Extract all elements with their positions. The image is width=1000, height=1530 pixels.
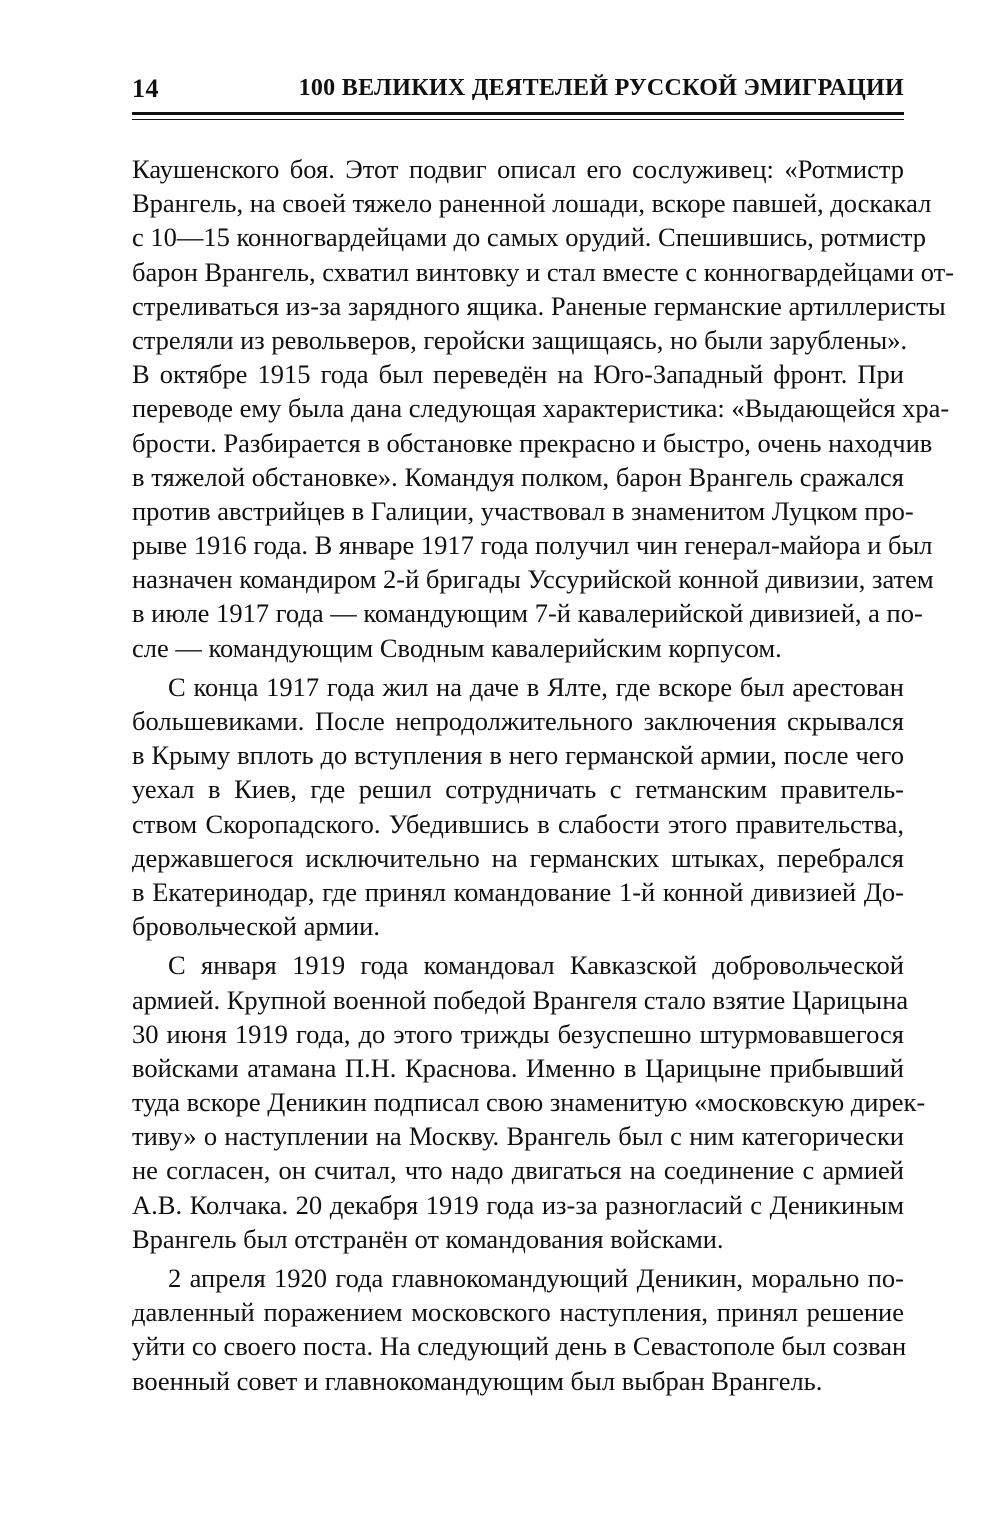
text-line: войсками атамана П.Н. Краснова. Именно в Царицыне прибывший [132, 1052, 904, 1083]
text-line: державшегося исключительно на германских штыках, перебрался [132, 842, 904, 873]
text-line: в июле 1917 года — командующим 7-й кавалерийской дивизией, а по- [132, 598, 923, 629]
text-line: Врангель, на своей тяжело раненной лошади, вскоре павшей, доскакал [132, 188, 932, 219]
text-line: уехал в Киев, где решил сотрудничать с гетманским правитель- [132, 774, 904, 805]
text-line: армией. Крупной военной победой Врангеля стало взятие Царицына [132, 984, 909, 1015]
text-line: с 10—15 конногвардейцами до самых орудий. Спешившись, ротмистр [132, 222, 927, 253]
text-line: барон Врангель, схватил винтовку и стал вместе с конногвардейцами от- [132, 256, 955, 287]
page-header [132, 74, 904, 108]
paragraph-4 [132, 1261, 907, 1398]
text-line: военный совет и главнокомандующим был выбран Врангель. [132, 1365, 823, 1396]
text-line: стреляли из револьверов, геройски защищаясь, но были зарублены». [132, 324, 908, 355]
text-line: уйти со своего поста. На следующий день в Севастополе был созван [132, 1331, 907, 1362]
text-line: брости. Разбирается в обстановке прекрасно и быстро, очень находчив [132, 427, 933, 458]
text-line: 2 апреля 1920 года главнокомандующий Деникин, морально по- [168, 1263, 904, 1293]
text-line: туда вскоре Деникин подписал свою знаменитую «московскую дирек- [132, 1087, 926, 1118]
text-line: большевиками. После непродолжительного заключения скрывался [132, 706, 904, 736]
text-line: назначен командиром 2-й бригады Уссурийской конной дивизии, затем [132, 564, 934, 595]
text-line: Врангель был отстранён от командования войсками. [132, 1223, 724, 1254]
text-line: давленный поражением московского наступления, принял решение [132, 1297, 904, 1328]
text-line: С конца 1917 года жил на даче в Ялте, где вскоре был арестован [168, 671, 904, 702]
text-line: 30 июня 1919 года, до этого трижды безуспешно штурмовавшегося [132, 1018, 904, 1049]
text-line: ством Скоропадского. Убедившись в слабости этого правительства, [132, 808, 904, 839]
text-line: сле — командующим Сводным кавалерийским корпусом. [132, 632, 782, 663]
header-rule-thin [132, 119, 904, 120]
text-line: бровольческой армии. [132, 911, 380, 942]
text-line: рыве 1916 года. В январе 1917 года получил чин генерал-майора и был [132, 530, 933, 561]
text-line: не согласен, он считал, что надо двигаться на соединение с армией [132, 1155, 904, 1186]
text-line: в Крыму вплоть до вступления в него германской армии, после чего [132, 740, 904, 771]
running-title: 100 ВЕЛИКИХ ДЕЯТЕЛЕЙ РУССКОЙ ЭМИГРАЦИИ [298, 75, 904, 101]
text-line: В октябре 1915 года был переведён на Юго-Западный фронт. При [132, 359, 904, 390]
text-line: тиву» о наступлении на Москву. Врангель был с ним категорически [132, 1121, 904, 1152]
paragraph-3 [132, 948, 926, 1256]
text-line: А.В. Колчака. 20 декабря 1919 года из-за разногласий с Деникиным [132, 1189, 904, 1220]
text-line: против австрийцев в Галиции, участвовал в знаменитом Луцком про- [132, 495, 914, 526]
header-rule-thick [132, 112, 904, 115]
paragraph-1 [132, 152, 955, 665]
paragraph-2 [132, 670, 904, 944]
text-line: в тяжелой обстановке». Командуя полком, барон Врангель сражался [132, 461, 904, 492]
text-line: С января 1919 года командовал Кавказской добровольческой [168, 950, 904, 981]
page-number: 14 [132, 74, 159, 103]
body-text [132, 152, 955, 1398]
text-line: стреливаться из-за зарядного ящика. Раненые германские артиллеристы [132, 290, 946, 321]
text-line: Каушенского боя. Этот подвиг описал его сослуживец: «Ротмистр [132, 154, 904, 184]
text-line: в Екатеринодар, где принял командование 1-й конной дивизией До- [132, 876, 904, 907]
text-line: переводе ему была дана следующая характеристика: «Выдающейся хра- [132, 393, 950, 424]
